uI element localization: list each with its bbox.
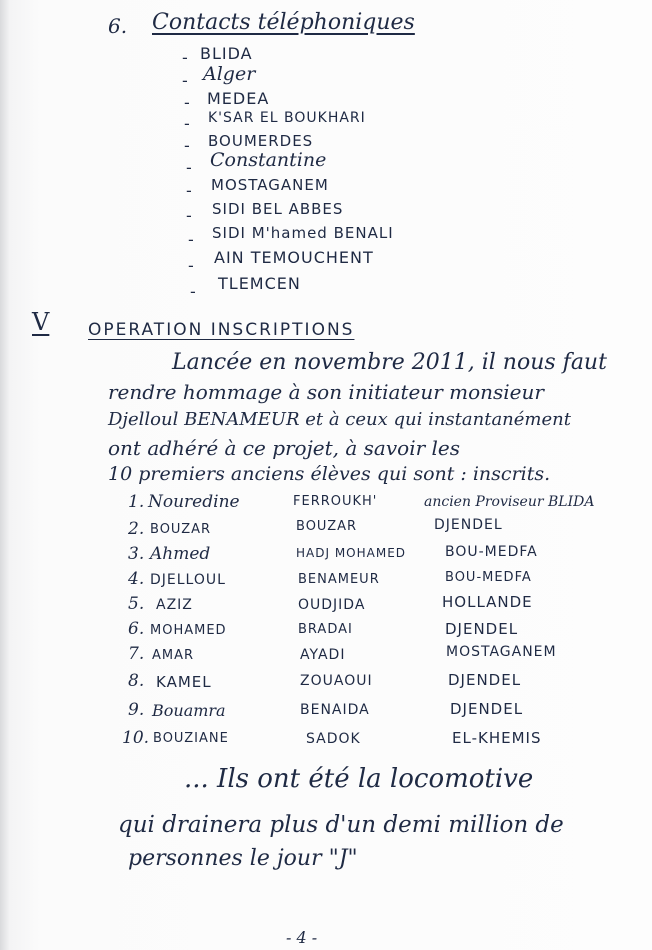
list-item: K'SAR EL BOUKHARI	[208, 110, 366, 126]
list-item: SIDI BEL ABBES	[212, 200, 344, 218]
last-name: ZOUAOUI	[300, 673, 373, 689]
first-name: MOHAMED	[150, 623, 227, 638]
list-item: SIDI M'hamed BENALI	[212, 224, 394, 242]
list-item: AIN TEMOUCHENT	[214, 248, 374, 267]
first-name: KAMEL	[156, 673, 212, 691]
list-bullet: -	[184, 93, 190, 112]
list-item: TLEMCEN	[218, 274, 301, 293]
list-bullet: -	[182, 71, 188, 90]
last-name: AYADI	[300, 647, 346, 663]
first-name: AMAR	[152, 648, 195, 663]
last-name: BENAMEUR	[298, 572, 380, 587]
last-name: BRADAI	[298, 622, 353, 637]
location: DJENDEL	[445, 620, 519, 638]
first-name: AZIZ	[156, 597, 193, 613]
location: DJENDEL	[450, 700, 524, 718]
location: BOU-MEDFA	[445, 570, 532, 585]
page-number: - 4 -	[286, 928, 318, 947]
section-5-title: OPERATION INSCRIPTIONS	[88, 320, 355, 340]
section-6-number: 6.	[108, 14, 128, 38]
list-bullet: -	[182, 48, 188, 67]
row-number: 4.	[128, 569, 145, 589]
list-bullet: -	[184, 136, 190, 155]
list-bullet: -	[184, 114, 190, 133]
list-item: MEDEA	[207, 89, 270, 108]
last-name: BOUZAR	[296, 519, 358, 534]
row-number: 7.	[128, 644, 145, 664]
paragraph-line: ont adhéré à ce projet, à savoir les	[108, 436, 461, 460]
location: DJENDEL	[448, 671, 522, 689]
first-name: DJELLOUL	[150, 572, 226, 588]
paragraph-line: rendre hommage à son initiateur monsieur	[108, 380, 544, 404]
last-name: OUDJIDA	[298, 597, 366, 613]
row-number: 3.	[128, 544, 145, 564]
list-item: BLIDA	[200, 44, 253, 63]
section-6-title: Contacts téléphoniques	[152, 10, 415, 35]
location: HOLLANDE	[442, 593, 533, 611]
last-name: BENAIDA	[300, 702, 370, 718]
location: DJENDEL	[434, 517, 503, 533]
location: EL-KHEMIS	[452, 729, 542, 747]
first-name: Nouredine	[148, 492, 240, 512]
row-number: 5.	[128, 594, 145, 614]
paragraph-line: 10 premiers anciens élèves qui sont : inscrits.	[108, 463, 551, 485]
list-bullet: -	[188, 230, 194, 249]
row-number: 6.	[128, 619, 145, 639]
list-item: Alger	[203, 63, 256, 85]
list-bullet: -	[190, 282, 196, 301]
list-item: Constantine	[210, 149, 327, 171]
last-name: FERROUKH'	[293, 494, 378, 509]
row-number: 1.	[128, 492, 145, 512]
row-number: 10.	[122, 728, 150, 748]
last-name: SADOK	[306, 731, 361, 747]
location: MOSTAGANEM	[446, 644, 557, 660]
last-name: HADJ MOHAMED	[296, 546, 407, 560]
closing-line: ... Ils ont été la locomotive	[184, 764, 534, 794]
row-number: 2.	[128, 519, 145, 539]
row-number: 8.	[128, 671, 145, 691]
paragraph-line: Djelloul BENAMEUR et à ceux qui instantanément	[108, 409, 571, 430]
closing-line: personnes le jour "J"	[128, 846, 358, 871]
location: BOU-MEDFA	[445, 544, 538, 560]
first-name: Bouamra	[152, 701, 226, 720]
section-5-numeral: V	[32, 308, 50, 336]
list-item: MOSTAGANEM	[211, 176, 329, 194]
list-item: BOUMERDES	[208, 132, 314, 150]
paragraph-line: Lancée en novembre 2011, il nous faut	[172, 350, 607, 375]
list-bullet: -	[186, 181, 192, 200]
row-number: 9.	[128, 700, 145, 720]
list-bullet: -	[188, 256, 194, 275]
closing-line: qui drainera plus d'un demi million de	[118, 812, 564, 838]
location: ancien Proviseur BLIDA	[424, 494, 595, 510]
list-bullet: -	[186, 206, 192, 225]
list-bullet: -	[186, 158, 192, 177]
first-name: BOUZAR	[150, 522, 212, 537]
first-name: BOUZIANE	[153, 731, 229, 746]
first-name: Ahmed	[150, 544, 211, 564]
